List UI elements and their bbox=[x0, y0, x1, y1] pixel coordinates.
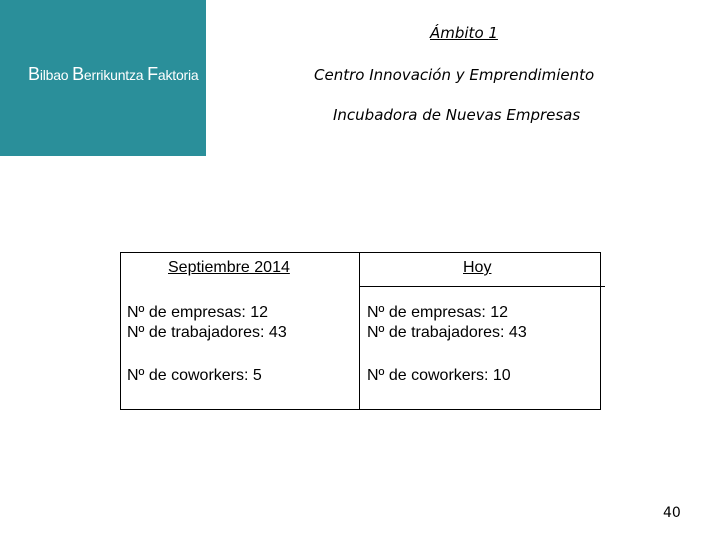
ambito-title: Ámbito 1 bbox=[430, 24, 498, 42]
column-header-hoy: Hoy bbox=[463, 259, 492, 276]
table-top-border-left bbox=[120, 252, 360, 253]
table-top-border-right bbox=[360, 252, 601, 253]
incubadora-subtitle: Incubadora de Nuevas Empresas bbox=[333, 106, 581, 124]
logo-text: Bilbao Berrikuntza Faktoria bbox=[28, 64, 199, 84]
cell-trabajadores-septiembre: Nº de trabajadores: 43 bbox=[127, 324, 287, 341]
logo-block bbox=[0, 0, 206, 156]
column-header-septiembre: Septiembre 2014 bbox=[168, 259, 290, 276]
cell-coworkers-hoy: Nº de coworkers: 10 bbox=[367, 367, 511, 384]
table-header-underline bbox=[360, 286, 605, 287]
table-column-divider bbox=[359, 252, 360, 410]
cell-empresas-hoy: Nº de empresas: 12 bbox=[367, 304, 509, 321]
cell-trabajadores-hoy: Nº de trabajadores: 43 bbox=[367, 324, 527, 341]
page-number: 40 bbox=[663, 505, 681, 521]
cell-empresas-septiembre: Nº de empresas: 12 bbox=[127, 304, 269, 321]
cell-coworkers-septiembre: Nº de coworkers: 5 bbox=[127, 367, 262, 384]
centro-subtitle: Centro Innovación y Emprendimiento bbox=[314, 66, 595, 84]
